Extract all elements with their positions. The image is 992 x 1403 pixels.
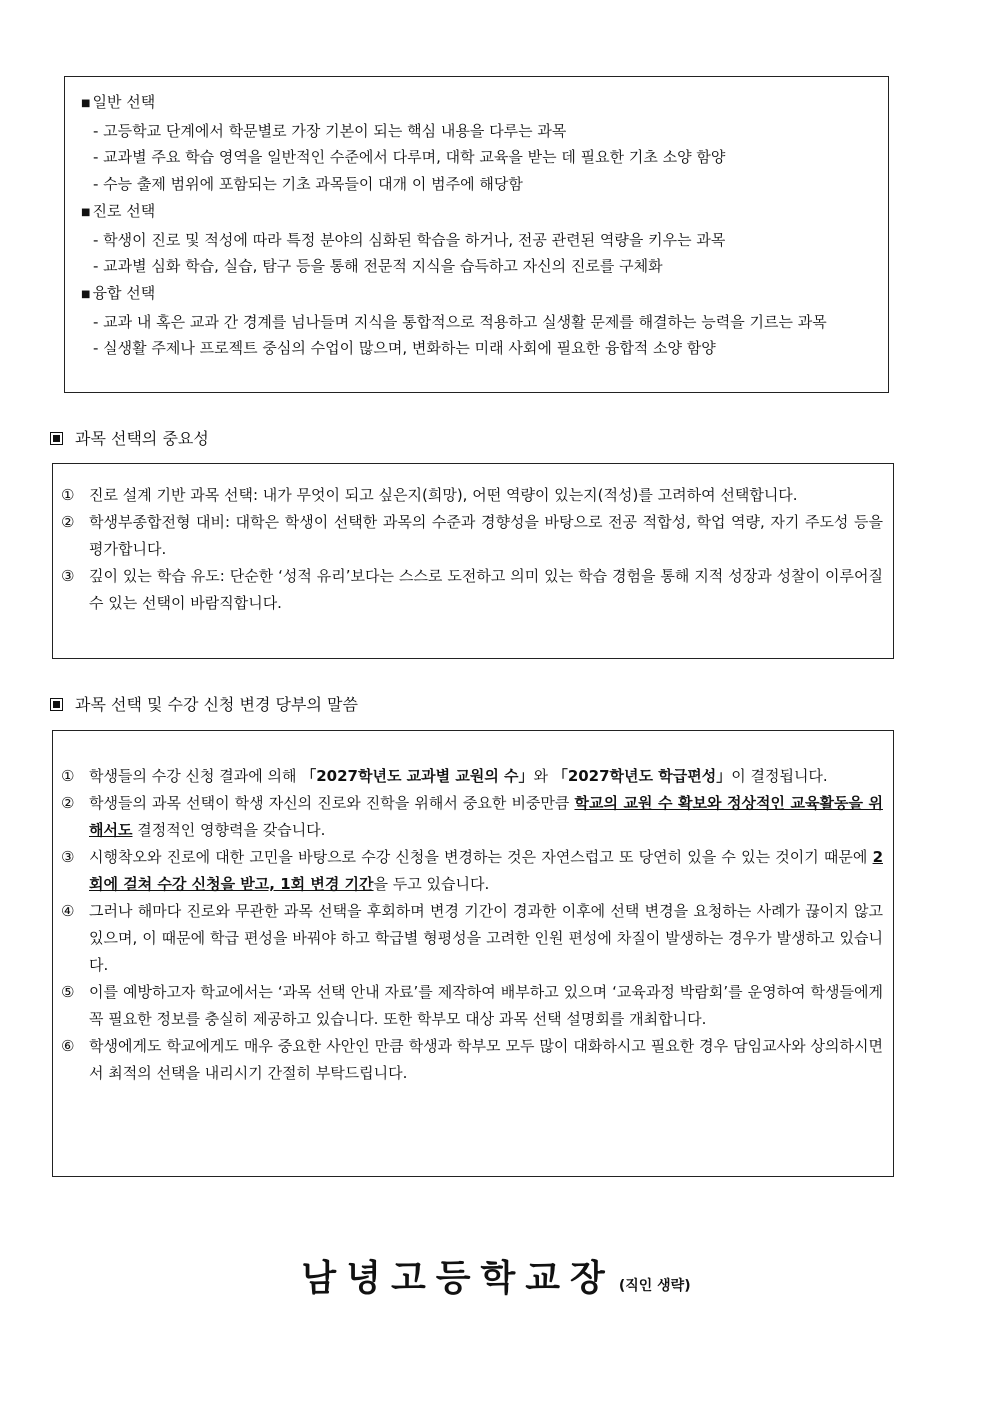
list-item: ② 학생부종합전형 대비: 대학은 학생이 선택한 과목의 수준과 경향성을 바탕으로 전공 적합성, 학업 역량, 자기 주도성 등을 평가합니다. — [61, 513, 883, 558]
category-career — [81, 198, 880, 280]
category-line: - 고등학교 단계에서 학문별로 가장 기본이 되는 핵심 내용을 다루는 과목 — [93, 121, 567, 140]
category-line: - 수능 출제 범위에 포함되는 기초 과목들이 대개 이 범주에 해당함 — [93, 175, 523, 194]
principal-signature — [0, 1250, 992, 1301]
category-line: - 학생이 진로 및 적성에 따라 특정 분야의 심화된 학습을 하거나, 전공 관련된 역량을 키우는 과목 — [93, 230, 726, 249]
category-convergence — [81, 280, 880, 362]
section-heading-importance: 과목 선택의 중요성 — [50, 428, 209, 450]
list-item: ① 학생들의 수강 신청 결과에 의해 「2027학년도 교과별 교원의 수」와 「2027학년도 학급편성」이 결정됩니다. — [61, 767, 828, 785]
list-item: ③ 시행착오와 진로에 대한 고민을 바탕으로 수강 신청을 변경하는 것은 자연스럽고 또 당연히 있을 수 있는 것이기 때문에 2회에 걸쳐 수강 신청을 받고, 1회 변경 기간을 두고 있습니다. — [61, 848, 883, 893]
list-item: ④ 그러나 해마다 진로와 무관한 과목 선택을 후회하며 변경 기간이 경과한 이후에 선택 변경을 요청하는 사례가 끊이지 않고 있으며, 이 때문에 학급 편성을 바꿔야 하고 학급별 형평성을 고려한 인원 편성에 차질이 발생하는 경우가 발생하고 있습니다. — [61, 902, 883, 974]
seal-omitted-note: (직인 생략) — [618, 1278, 691, 1294]
square-bullet-icon: ■ — [81, 288, 91, 300]
category-line: - 교과 내 혹은 교과 간 경계를 넘나들며 지식을 통합적으로 적용하고 실생활 문제를 해결하는 능력을 기르는 과목 — [93, 312, 827, 331]
category-title: 융합 선택 — [92, 283, 156, 302]
category-line: - 교과별 심화 학습, 실습, 탐구 등을 통해 전문적 지식을 습득하고 자신의 진로를 구체화 — [93, 257, 663, 276]
category-title: 일반 선택 — [92, 93, 156, 111]
section-heading-request: 과목 선택 및 수강 신청 변경 당부의 말씀 — [50, 694, 358, 716]
category-title: 진로 선택 — [92, 201, 156, 220]
checkbox-square-icon — [50, 698, 63, 711]
list-item: ② 학생들의 과목 선택이 학생 자신의 진로와 진학을 위해서 중요한 비중만큼 학교의 교원 수 확보와 정상적인 교육활동을 위해서도 결정적인 영향력을 갖습니다. — [61, 794, 883, 839]
subject-category-box — [64, 76, 889, 393]
category-line: - 교과별 주요 학습 영역을 일반적인 수준에서 다루며, 대학 교육을 받는 데 필요한 기초 소양 함양 — [93, 148, 726, 167]
checkbox-square-icon — [50, 432, 63, 445]
category-line: - 실생활 주제나 프로젝트 중심의 수업이 많으며, 변화하는 미래 사회에 필요한 융합적 소양 함양 — [93, 339, 716, 358]
list-item: ③ 깊이 있는 학습 유도: 단순한 ‘성적 유리’보다는 스스로 도전하고 의미 있는 학습 경험을 통해 지적 성장과 성찰이 이루어질 수 있는 선택이 바람직합니다. — [61, 567, 883, 612]
list-item: ⑤ 이를 예방하고자 학교에서는 ‘과목 선택 안내 자료’를 제작하여 배부하고 있으며 ‘교육과정 박람회’를 운영하여 학생들에게 꼭 필요한 정보를 충실히 제공하고 있습니다. 또한 학부모 대상 과목 선택 설명회를 개최합니다. — [61, 983, 883, 1028]
request-box — [52, 730, 894, 1177]
square-bullet-icon: ■ — [81, 98, 91, 109]
list-item: ① 진로 설계 기반 과목 선택: 내가 무엇이 되고 싶은지(희망), 어떤 역량이 있는지(적성)를 고려하여 선택합니다. — [61, 486, 798, 504]
square-bullet-icon: ■ — [81, 206, 91, 218]
importance-box — [52, 463, 894, 659]
principal-name: 남녕고등학교장 — [301, 1257, 615, 1299]
category-general — [81, 89, 880, 198]
list-item: ⑥ 학생에게도 학교에게도 매우 중요한 사안인 만큼 학생과 학부모 모두 많이 대화하시고 필요한 경우 담임교사와 상의하시면서 최적의 선택을 내리시기 간절히 부탁드립니다. — [61, 1037, 883, 1082]
